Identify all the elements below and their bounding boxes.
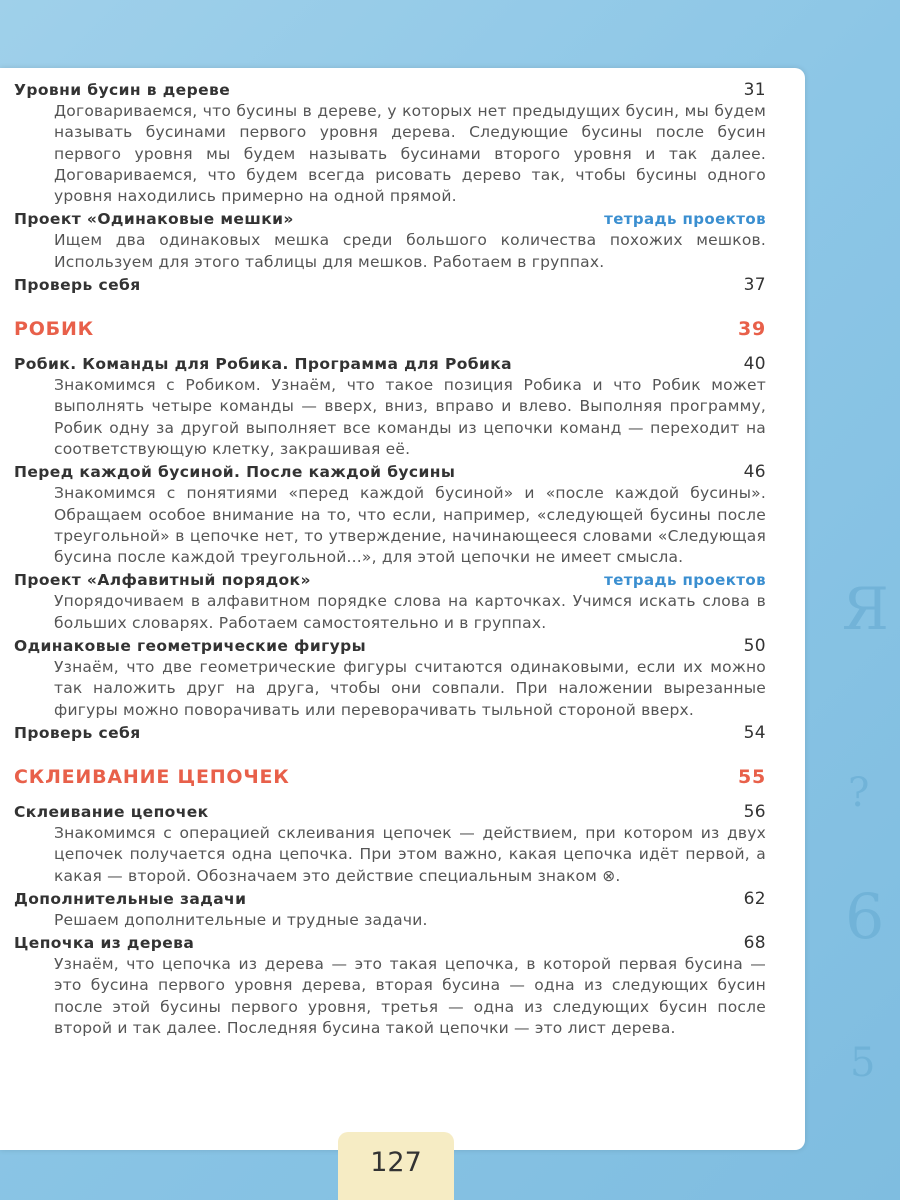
decorative-digit-six: 6: [845, 880, 885, 953]
section-title: СКЛЕИВАНИЕ ЦЕПОЧЕК: [14, 765, 290, 788]
decorative-letter-ya: Я: [842, 575, 889, 643]
toc-entry-title: Проверь себя: [14, 723, 141, 742]
section-robik: [14, 318, 766, 340]
toc-entry-header: [14, 889, 766, 910]
toc-entry-description: Узнаём, что две геометрические фигуры считаются одинаковыми, если их можно так наложить друг на друга, чтобы они совпали. При наложении вырезанные фигуры можно поворачивать или переворачивать тыльной стороной вверх.: [54, 658, 766, 719]
toc-entry-description: Узнаём, что цепочка из дерева — это такая цепочка, в которой первая бусина — это бусина первого уровня дерева, вторая бусина — одна из следующих бусин после этой бусины первого уровня, третья — одна из следующих бусин после второй и так далее. Последняя бусина такой цепочки — это лист дерева.: [54, 955, 766, 1038]
toc-entry-header: [14, 209, 766, 230]
toc-entry-title: Одинаковые геометрические фигуры: [14, 637, 366, 656]
toc-entry-page: тетрадь проектов: [604, 571, 766, 590]
section-title: РОБИК: [14, 318, 94, 341]
toc-entry: [14, 802, 766, 887]
toc-entry-page: 56: [743, 801, 766, 822]
toc-entry-description: Договариваемся, что бусины в дереве, у которых нет предыдущих бусин, мы будем называть бусинами первого уровня дерева. Следующие бусины после бусин первого уровня мы будем называть бусинами второго уровня и так далее. Договариваемся, что будем всегда рисовать дерево так, чтобы бусины одного уровня находились примерно на одной прямой.: [54, 102, 766, 206]
toc-entry-description: Решаем дополнительные и трудные задачи.: [54, 910, 428, 929]
toc-entry-page: 40: [743, 354, 766, 375]
toc-entry: [14, 889, 766, 931]
section-page: 55: [737, 765, 766, 788]
toc-entry-header: [14, 275, 766, 296]
toc-entry-title: Проект «Алфавитный порядок»: [14, 571, 311, 590]
toc-entry: [14, 570, 766, 634]
toc-entry-header: [14, 933, 766, 954]
toc-entry-title: Дополнительные задачи: [14, 889, 247, 908]
toc-entry-description: Упорядочиваем в алфавитном порядке слова на карточках. Учимся искать слова в больших словарях. Работаем самостоятельно и в группах.: [54, 592, 766, 632]
toc-entry-header: [14, 354, 766, 375]
toc-entry-title: Проверь себя: [14, 276, 141, 295]
decorative-question-mark: ?: [848, 770, 870, 816]
toc-entry-page: 50: [743, 636, 766, 657]
toc-entry-description: Ищем два одинаковых мешка среди большого количества похожих мешков. Используем для этого таблицы для мешков. Работаем в группах.: [54, 231, 766, 271]
table-of-contents: [14, 80, 766, 1041]
toc-entry-title: Цепочка из дерева: [14, 934, 195, 953]
entries-group-robik: [14, 354, 766, 744]
toc-entry-header: [14, 636, 766, 657]
toc-entry-page: 54: [743, 722, 766, 743]
section-chains: [14, 766, 766, 788]
toc-entry-title: Проект «Одинаковые мешки»: [14, 210, 294, 229]
toc-entry-header: [14, 570, 766, 591]
toc-entry-page: тетрадь проектов: [604, 210, 766, 229]
toc-entry-title: Склеивание цепочек: [14, 802, 209, 821]
toc-entry: [14, 462, 766, 568]
contents-page: [0, 68, 805, 1150]
toc-entry-header: [14, 462, 766, 483]
toc-entry-title: Перед каждой бусиной. После каждой бусины: [14, 463, 456, 482]
section-page: 39: [737, 318, 766, 341]
toc-entry-header: [14, 802, 766, 823]
entries-group-chains: [14, 802, 766, 1039]
toc-entry-page: 31: [743, 80, 766, 100]
toc-entry: [14, 636, 766, 721]
toc-entry: [14, 354, 766, 460]
toc-entry-header: [14, 80, 766, 101]
toc-entry: [14, 933, 766, 1039]
toc-entry-description: Знакомимся с понятиями «перед каждой бусиной» и «после каждой бусины». Обращаем особое внимание на то, что если, например, «следующей бусины после треугольной» в цепочке нет, то утверждение, начинающееся словами «Следующая бусина после каждой треугольной...», для этой цепочки не имеет смысла.: [54, 484, 766, 567]
toc-entry: [14, 80, 766, 207]
toc-entry-description: Знакомимся с операцией склеивания цепочек — действием, при котором из двух цепочек получается одна цепочка. При этом важно, какая цепочка идёт первой, а какая — второй. Обозначаем это действие специальным знаком ⊗.: [54, 823, 766, 885]
toc-entry-page: 37: [743, 275, 766, 296]
toc-entry-page: 46: [743, 462, 766, 483]
toc-entry-header: [14, 723, 766, 744]
toc-entry-page: 62: [743, 888, 766, 909]
toc-entry: [14, 275, 766, 296]
toc-entry: [14, 209, 766, 273]
entries-group-trees: [14, 80, 766, 296]
toc-entry-page: 68: [743, 933, 766, 954]
toc-entry: [14, 723, 766, 744]
decorative-digit-five: 5: [850, 1040, 876, 1086]
toc-entry-description: Знакомимся с Робиком. Узнаём, что такое позиция Робика и что Робик может выполнять четыре команды — вверх, вниз, вправо и влево. Выполняя программу, Робик одну за другой выполняет все команды из цепочки команд — переходит на соответствующую клетку, закрашивая её.: [54, 376, 766, 458]
page-number: 127: [338, 1132, 454, 1200]
toc-entry-title: Робик. Команды для Робика. Программа для Робика: [14, 355, 513, 374]
toc-entry-title: Уровни бусин в дереве: [14, 81, 231, 99]
